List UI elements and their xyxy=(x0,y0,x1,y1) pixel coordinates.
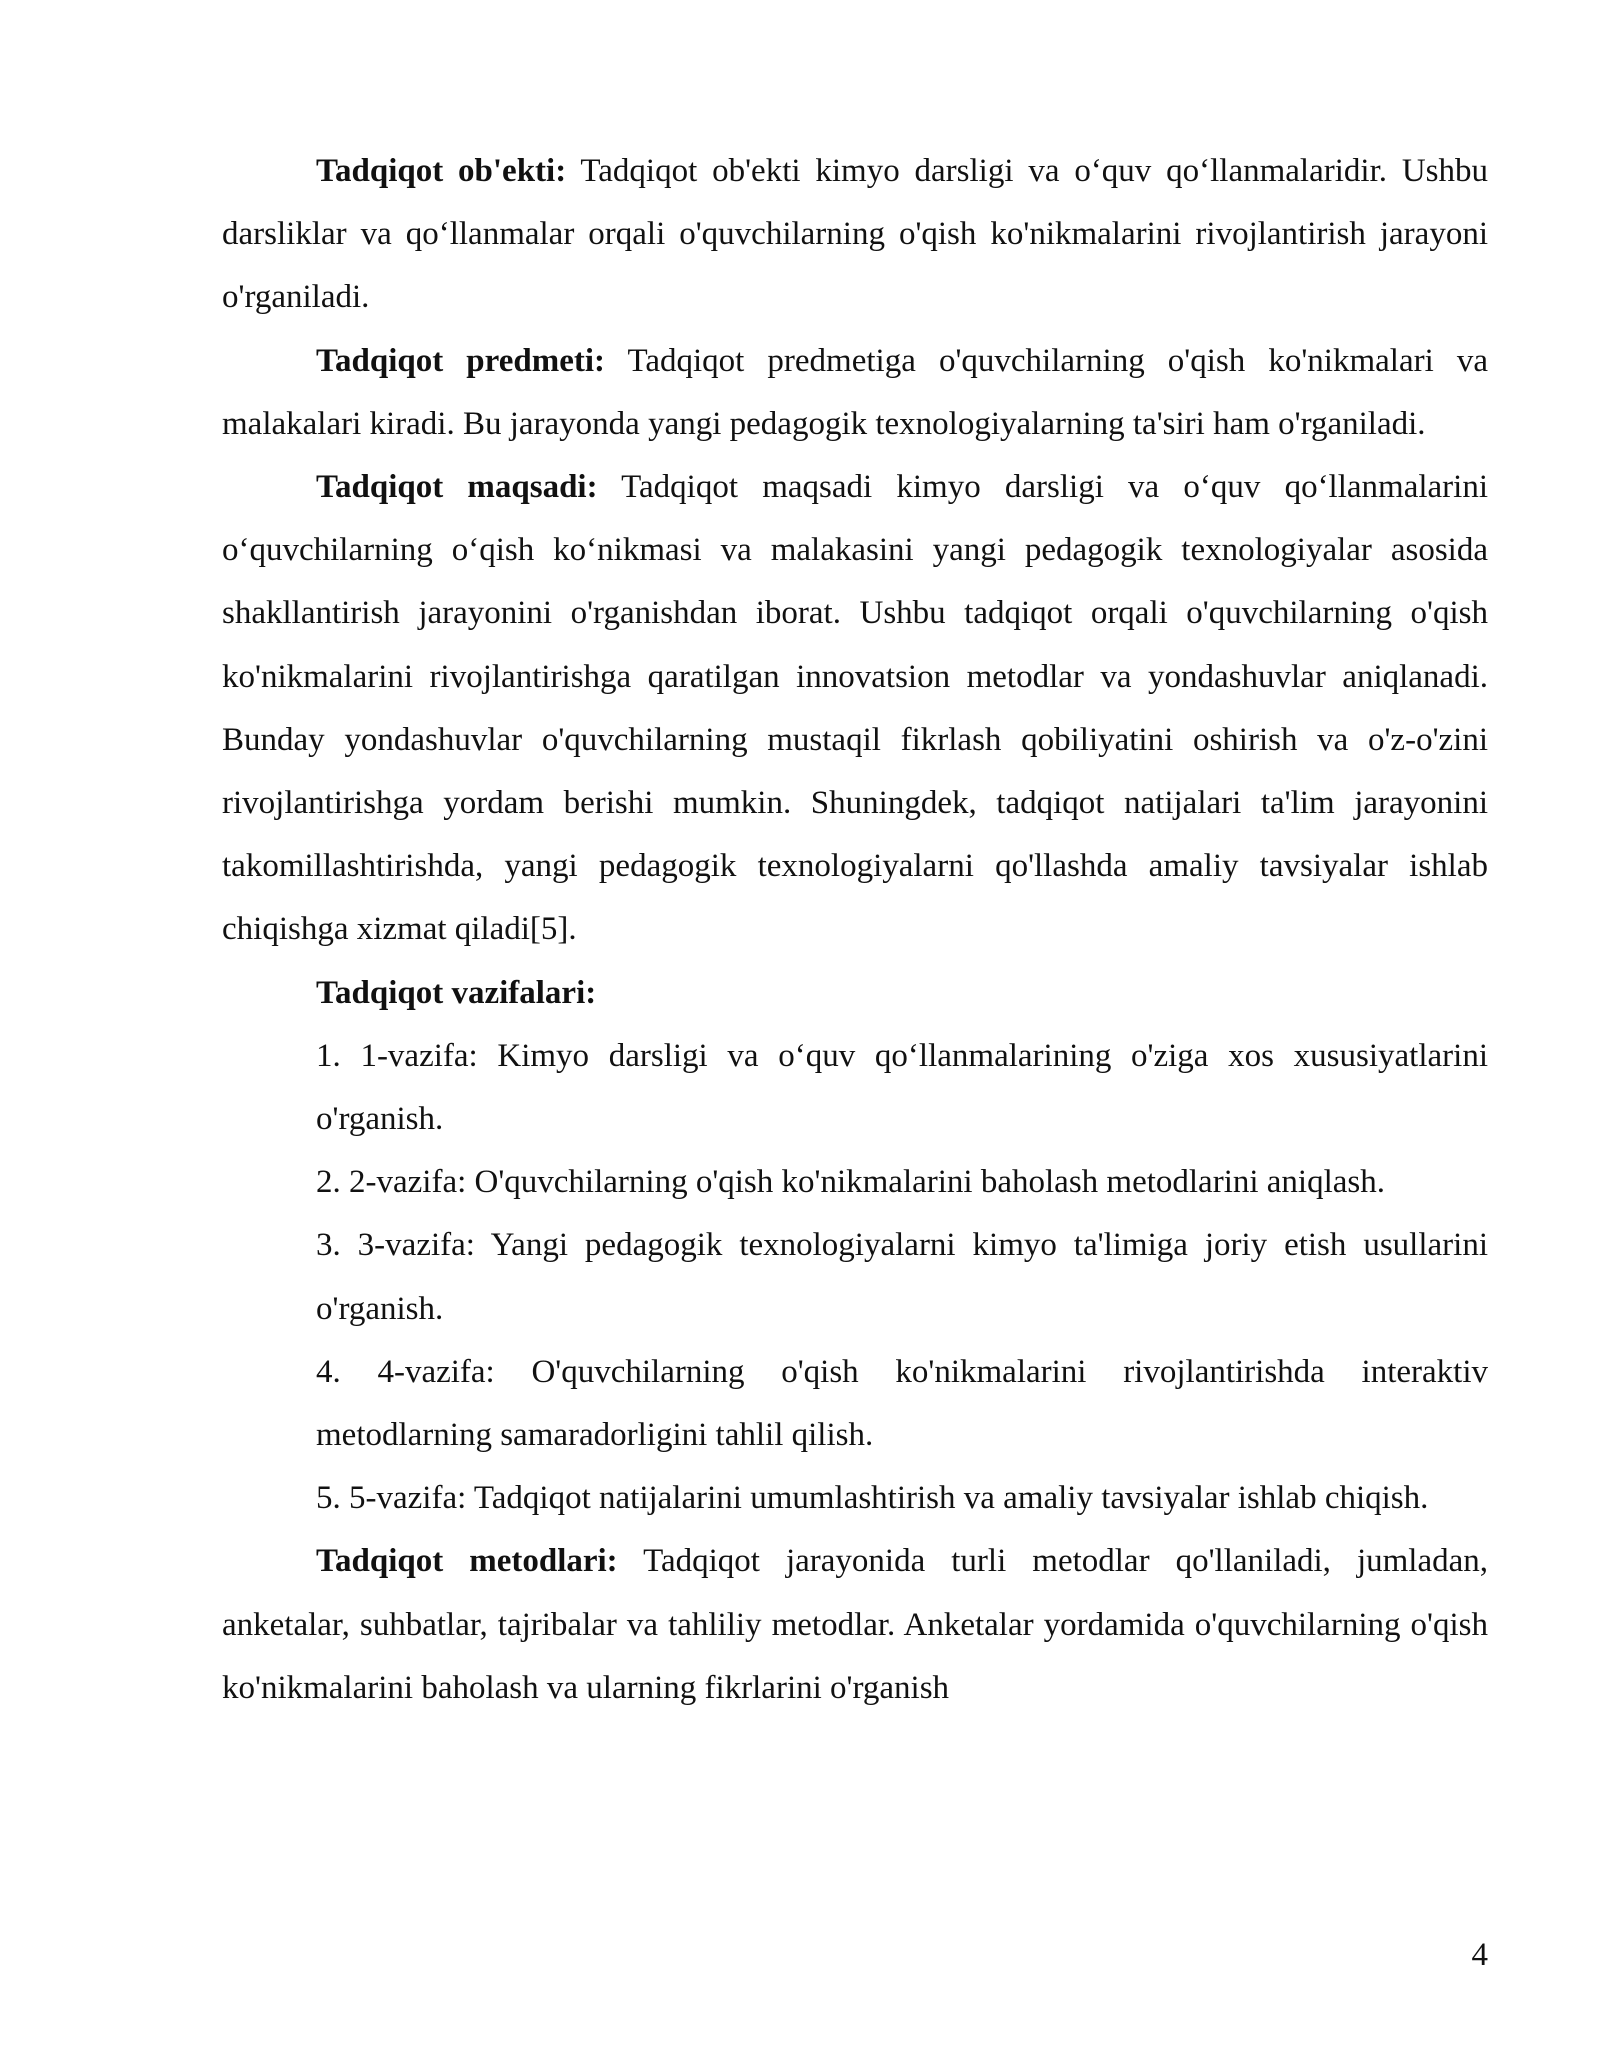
task-item-5: 5. 5-vazifa: Tadqiqot natijalarini umumlashtirish va amaliy tavsiyalar ishlab chiqish. xyxy=(316,1480,1429,1517)
research-object-label: Tadqiqot ob'ekti: xyxy=(316,153,567,189)
research-object-text: Tadqiqot ob'ekti kimyo darsligi va o‘quv qo‘llanmalaridir. Ushbu darsliklar va qo‘llanmalar orqali o'quvchilarning o'qish ko'nikmalarini rivojlantirish jarayoni o'rganiladi. xyxy=(222,153,1488,316)
paragraph-research-methods xyxy=(222,1530,1488,1720)
research-goal-text: Tadqiqot maqsadi kimyo darsligi va o‘quv qo‘llanmalarini o‘quvchilarning o‘qish ko‘nikmasi va malakasini yangi pedagogik texnologiyalar asosida shakllantirish jarayonini o'rganishdan iborat. Ushbu tadqiqot orqali o'quvchilarning o'qish ko'nikmalarini rivojlantirishga qaratilgan innovatsion metodlar va yondashuvlar aniqlanadi. Bunday yondashuvlar o'quvchilarning mustaqil fikrlash qobiliyatini oshirish va o'z-o'zini rivojlantirishga yordam berishi mumkin. Shuningdek, tadqiqot natijalari ta'lim jarayonini takomillashtirishda, yangi pedagogik texnologiyalarni qo'llashda amaliy tavsiyalar ishlab chiqishga xizmat qiladi[5]. xyxy=(222,469,1488,948)
task-item-3: 3. 3-vazifa: Yangi pedagogik texnologiyalarni kimyo ta'limiga joriy etish usullarini o'rganish. xyxy=(316,1227,1488,1327)
document-body xyxy=(222,140,1488,1720)
research-subject-label: Tadqiqot predmeti: xyxy=(316,342,605,379)
research-methods-label: Tadqiqot metodlari: xyxy=(316,1543,618,1580)
page-number: 4 xyxy=(1471,1937,1488,1973)
paragraph-research-goal xyxy=(222,456,1488,962)
paragraph-research-object xyxy=(222,140,1488,330)
research-tasks-heading: Tadqiqot vazifalari: xyxy=(316,974,597,1011)
task-item-2: 2. 2-vazifa: O'quvchilarning o'qish ko'nikmalarini baholash metodlarini aniqlash. xyxy=(316,1164,1386,1201)
paragraph-research-subject xyxy=(222,330,1488,456)
task-item-4: 4. 4-vazifa: O'quvchilarning o'qish ko'nikmalarini rivojlantirishda interaktiv metodlarning samaradorligini tahlil qilish. xyxy=(316,1353,1488,1454)
task-item-1: 1. 1-vazifa: Kimyo darsligi va o‘quv qo‘llanmalarining o'ziga xos xususiyatlarini o'rganish. xyxy=(316,1037,1488,1138)
research-subject-text: Tadqiqot predmetiga o'quvchilarning o'qish ko'nikmalari va malakalari kiradi. Bu jarayonda yangi pedagogik texnologiyalarning ta'siri ham o'rganiladi. xyxy=(222,342,1488,442)
research-methods-text: Tadqiqot jarayonida turli metodlar qo'llaniladi, jumladan, anketalar, suhbatlar, tajribalar va tahliliy metodlar. Anketalar yordamida o'quvchilarning o'qish ko'nikmalarini baholash va ularning fikrlarini o'rganish xyxy=(222,1543,1488,1706)
research-goal-label: Tadqiqot maqsadi: xyxy=(316,469,598,506)
